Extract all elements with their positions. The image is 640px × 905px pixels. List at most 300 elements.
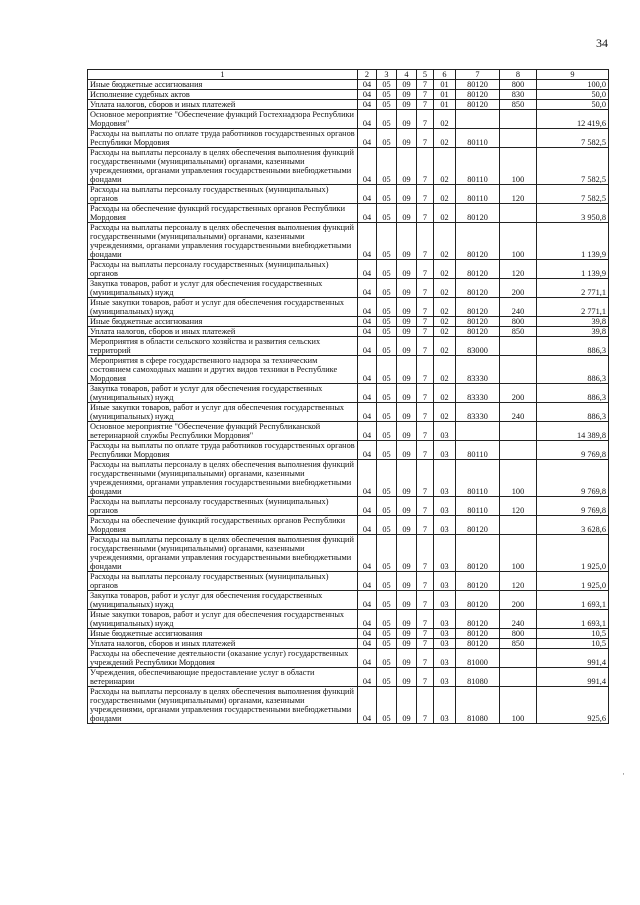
expense-name-cell: Расходы на выплаты по оплате труда работников государственных органов Республики Мордовия (88, 129, 358, 148)
code-cell: 03 (434, 572, 456, 591)
expense-name-cell: Иные закупки товаров, работ и услуг для обеспечения государственных (муниципальных) нужд (88, 298, 358, 317)
code-cell: 7 (417, 204, 434, 223)
code-cell: 04 (358, 80, 377, 90)
code-cell: 120 (500, 497, 537, 516)
code-cell: 05 (377, 668, 397, 687)
header-cell: 8 (500, 70, 537, 80)
code-cell: 04 (358, 649, 377, 668)
code-cell: 200 (500, 384, 537, 403)
amount-cell: 7 582,5 (537, 129, 609, 148)
code-cell: 09 (397, 687, 417, 724)
amount-cell: 14 389,8 (537, 422, 609, 441)
expense-name-cell: Расходы на выплаты персоналу в целях обеспечения выполнения функций государственными (муниципальными) органами, казенными учреждениями, органами управления государственными внебюджетными фондами (88, 223, 358, 260)
expense-name-cell: Расходы на выплаты персоналу в целях обеспечения выполнения функций государственными (муниципальными) органами, казенными учреждениями, органами управления государственными внебюджетными фондами (88, 535, 358, 572)
code-cell: 7 (417, 185, 434, 204)
code-cell: 05 (377, 298, 397, 317)
code-cell: 05 (377, 384, 397, 403)
expense-name-cell: Иные закупки товаров, работ и услуг для обеспечения государственных (муниципальных) нужд (88, 403, 358, 422)
code-cell: 100 (500, 687, 537, 724)
code-cell: 7 (417, 327, 434, 337)
code-cell: 09 (397, 649, 417, 668)
code-cell (500, 441, 537, 460)
code-cell: 09 (397, 129, 417, 148)
table-row (88, 384, 609, 403)
code-cell: 80110 (456, 441, 500, 460)
code-cell: 7 (417, 384, 434, 403)
table-row (88, 668, 609, 687)
code-cell: 05 (377, 185, 397, 204)
code-cell: 04 (358, 337, 377, 356)
table-row (88, 110, 609, 129)
code-cell: 100 (500, 535, 537, 572)
expense-name-cell: Иные бюджетные ассигнования (88, 317, 358, 327)
table-row (88, 260, 609, 279)
code-cell: 80120 (456, 535, 500, 572)
code-cell: 09 (397, 384, 417, 403)
expense-name-cell: Закупка товаров, работ и услуг для обеспечения государственных (муниципальных) нужд (88, 279, 358, 298)
table-row (88, 317, 609, 327)
code-cell: 05 (377, 204, 397, 223)
code-cell: 80120 (456, 100, 500, 110)
code-cell: 80120 (456, 298, 500, 317)
code-cell: 04 (358, 327, 377, 337)
code-cell: 09 (397, 327, 417, 337)
code-cell: 240 (500, 403, 537, 422)
column-number-header-row (88, 70, 609, 80)
header-cell: 4 (397, 70, 417, 80)
code-cell: 80110 (456, 148, 500, 185)
expense-name-cell: Расходы на выплаты персоналу в целях обеспечения выполнения функций государственными (муниципальными) органами, казенными учреждениями, органами управления государственными внебюджетными фондами (88, 460, 358, 497)
code-cell: 02 (434, 317, 456, 327)
code-cell: 7 (417, 629, 434, 639)
code-cell: 850 (500, 100, 537, 110)
code-cell: 09 (397, 337, 417, 356)
code-cell: 09 (397, 639, 417, 649)
code-cell (500, 356, 537, 384)
code-cell: 7 (417, 129, 434, 148)
code-cell: 04 (358, 572, 377, 591)
code-cell: 04 (358, 148, 377, 185)
code-cell: 03 (434, 687, 456, 724)
code-cell: 7 (417, 497, 434, 516)
code-cell: 04 (358, 204, 377, 223)
code-cell: 02 (434, 110, 456, 129)
expense-name-cell: Расходы на выплаты персоналу государственных (муниципальных) органов (88, 497, 358, 516)
code-cell: 02 (434, 356, 456, 384)
code-cell (500, 204, 537, 223)
amount-cell: 9 769,8 (537, 441, 609, 460)
expense-name-cell: Мероприятия в сфере государственного надзора за техническим состоянием самоходных машин и других видов техники в Республике Мордовия (88, 356, 358, 384)
amount-cell: 2 771,1 (537, 298, 609, 317)
code-cell: 80120 (456, 572, 500, 591)
table-row (88, 422, 609, 441)
code-cell: 04 (358, 639, 377, 649)
code-cell: 05 (377, 687, 397, 724)
code-cell (500, 422, 537, 441)
amount-cell: 9 769,8 (537, 460, 609, 497)
code-cell: 09 (397, 80, 417, 90)
code-cell: 04 (358, 90, 377, 100)
code-cell: 04 (358, 298, 377, 317)
table-row (88, 80, 609, 90)
amount-cell: 1 139,9 (537, 260, 609, 279)
code-cell: 09 (397, 610, 417, 629)
code-cell: 05 (377, 80, 397, 90)
code-cell: 01 (434, 80, 456, 90)
code-cell: 83330 (456, 356, 500, 384)
code-cell: 7 (417, 422, 434, 441)
table-row (88, 591, 609, 610)
code-cell (500, 668, 537, 687)
code-cell: 04 (358, 317, 377, 327)
code-cell: 09 (397, 356, 417, 384)
code-cell: 200 (500, 591, 537, 610)
code-cell: 80120 (456, 90, 500, 100)
code-cell: 80120 (456, 204, 500, 223)
table-row (88, 223, 609, 260)
code-cell: 7 (417, 90, 434, 100)
amount-cell: 3 950,8 (537, 204, 609, 223)
table-row (88, 610, 609, 629)
code-cell: 09 (397, 572, 417, 591)
code-cell: 05 (377, 327, 397, 337)
code-cell: 03 (434, 639, 456, 649)
amount-cell: 39,8 (537, 327, 609, 337)
code-cell: 05 (377, 535, 397, 572)
expense-name-cell: Расходы на обеспечение функций государственных органов Республики Мордовия (88, 516, 358, 535)
expense-name-cell: Закупка товаров, работ и услуг для обеспечения государственных (муниципальных) нужд (88, 591, 358, 610)
code-cell (456, 110, 500, 129)
code-cell: 05 (377, 100, 397, 110)
table-row (88, 337, 609, 356)
table-row (88, 441, 609, 460)
code-cell: 05 (377, 460, 397, 497)
code-cell: 7 (417, 591, 434, 610)
amount-cell: 50,0 (537, 90, 609, 100)
expense-name-cell: Расходы на обеспечение функций государственных органов Республики Мордовия (88, 204, 358, 223)
code-cell: 09 (397, 668, 417, 687)
expense-name-cell: Учреждения, обеспечивающие предоставление услуг в области ветеринарии (88, 668, 358, 687)
code-cell: 80110 (456, 460, 500, 497)
code-cell: 7 (417, 687, 434, 724)
table-row (88, 497, 609, 516)
table-row (88, 327, 609, 337)
header-cell: 6 (434, 70, 456, 80)
code-cell: 05 (377, 90, 397, 100)
code-cell: 7 (417, 80, 434, 90)
code-cell: 02 (434, 148, 456, 185)
code-cell: 7 (417, 100, 434, 110)
code-cell: 80120 (456, 223, 500, 260)
amount-cell: 7 582,5 (537, 148, 609, 185)
amount-cell: 10,5 (537, 639, 609, 649)
code-cell: 04 (358, 279, 377, 298)
table-row (88, 204, 609, 223)
code-cell: 05 (377, 403, 397, 422)
code-cell: 09 (397, 403, 417, 422)
amount-cell: 991,4 (537, 649, 609, 668)
expense-name-cell: Иные бюджетные ассигнования (88, 80, 358, 90)
expense-name-cell: Расходы на выплаты персоналу государственных (муниципальных) органов (88, 185, 358, 204)
code-cell: 80110 (456, 497, 500, 516)
code-cell: 02 (434, 327, 456, 337)
code-cell: 03 (434, 441, 456, 460)
table-row (88, 356, 609, 384)
table-row (88, 100, 609, 110)
code-cell: 09 (397, 460, 417, 497)
code-cell: 04 (358, 110, 377, 129)
code-cell: 800 (500, 317, 537, 327)
amount-cell: 886,3 (537, 403, 609, 422)
code-cell: 100 (500, 223, 537, 260)
code-cell: 03 (434, 460, 456, 497)
code-cell: 7 (417, 668, 434, 687)
code-cell: 83000 (456, 337, 500, 356)
code-cell: 80120 (456, 516, 500, 535)
code-cell: 03 (434, 629, 456, 639)
header-cell: 2 (358, 70, 377, 80)
code-cell: 04 (358, 535, 377, 572)
code-cell: 80120 (456, 610, 500, 629)
expense-name-cell: Расходы на выплаты персоналу государственных (муниципальных) органов (88, 260, 358, 279)
expense-name-cell: Уплата налогов, сборов и иных платежей (88, 639, 358, 649)
code-cell: 05 (377, 260, 397, 279)
code-cell: 02 (434, 260, 456, 279)
code-cell: 120 (500, 185, 537, 204)
header-cell: 3 (377, 70, 397, 80)
code-cell: 7 (417, 337, 434, 356)
code-cell: 100 (500, 148, 537, 185)
code-cell: 02 (434, 185, 456, 204)
code-cell: 04 (358, 668, 377, 687)
code-cell: 05 (377, 422, 397, 441)
code-cell: 09 (397, 279, 417, 298)
code-cell: 04 (358, 441, 377, 460)
code-cell: 120 (500, 260, 537, 279)
code-cell: 04 (358, 610, 377, 629)
code-cell: 04 (358, 223, 377, 260)
table-row (88, 279, 609, 298)
code-cell: 09 (397, 100, 417, 110)
code-cell: 04 (358, 497, 377, 516)
code-cell: 04 (358, 185, 377, 204)
expense-name-cell: Расходы на выплаты персоналу государственных (муниципальных) органов (88, 572, 358, 591)
expense-name-cell: Иные бюджетные ассигнования (88, 629, 358, 639)
code-cell: 05 (377, 356, 397, 384)
expense-name-cell: Уплата налогов, сборов и иных платежей (88, 100, 358, 110)
budget-table (87, 69, 609, 724)
code-cell: 09 (397, 223, 417, 260)
code-cell: 7 (417, 148, 434, 185)
expense-name-cell: Исполнение судебных актов (88, 90, 358, 100)
code-cell: 03 (434, 649, 456, 668)
scan-mark: · (622, 769, 625, 779)
code-cell: 01 (434, 100, 456, 110)
code-cell: 240 (500, 610, 537, 629)
code-cell: 03 (434, 668, 456, 687)
code-cell: 03 (434, 610, 456, 629)
amount-cell: 886,3 (537, 337, 609, 356)
code-cell: 7 (417, 610, 434, 629)
code-cell (500, 129, 537, 148)
amount-cell: 39,8 (537, 317, 609, 327)
amount-cell: 9 769,8 (537, 497, 609, 516)
amount-cell: 12 419,6 (537, 110, 609, 129)
code-cell: 05 (377, 337, 397, 356)
code-cell: 81000 (456, 649, 500, 668)
code-cell: 03 (434, 516, 456, 535)
expense-name-cell: Закупка товаров, работ и услуг для обеспечения государственных (муниципальных) нужд (88, 384, 358, 403)
header-cell: 1 (88, 70, 358, 80)
code-cell: 81080 (456, 687, 500, 724)
code-cell: 03 (434, 535, 456, 572)
code-cell: 09 (397, 204, 417, 223)
code-cell: 81080 (456, 668, 500, 687)
expense-name-cell: Расходы на выплаты персоналу в целях обеспечения выполнения функций государственными (муниципальными) органами, казенными учреждениями, органами управления государственными внебюджетными фондами (88, 687, 358, 724)
code-cell: 03 (434, 591, 456, 610)
code-cell: 7 (417, 356, 434, 384)
code-cell: 05 (377, 516, 397, 535)
expense-name-cell: Основное мероприятие "Обеспечение функций Гостехнадзора Республики Мордовия" (88, 110, 358, 129)
code-cell: 04 (358, 100, 377, 110)
code-cell: 04 (358, 629, 377, 639)
amount-cell: 10,5 (537, 629, 609, 639)
table-row (88, 185, 609, 204)
code-cell: 05 (377, 279, 397, 298)
code-cell: 05 (377, 639, 397, 649)
code-cell: 09 (397, 260, 417, 279)
code-cell: 7 (417, 639, 434, 649)
code-cell: 7 (417, 279, 434, 298)
amount-cell: 1 693,1 (537, 610, 609, 629)
code-cell: 7 (417, 223, 434, 260)
expense-name-cell: Расходы на обеспечение деятельности (оказание услуг) государственных учреждений Республики Мордовия (88, 649, 358, 668)
code-cell: 7 (417, 403, 434, 422)
code-cell: 05 (377, 148, 397, 185)
amount-cell: 925,6 (537, 687, 609, 724)
code-cell: 04 (358, 687, 377, 724)
code-cell: 02 (434, 279, 456, 298)
code-cell: 830 (500, 90, 537, 100)
code-cell: 09 (397, 516, 417, 535)
header-cell: 9 (537, 70, 609, 80)
code-cell: 01 (434, 90, 456, 100)
table-row (88, 629, 609, 639)
code-cell: 04 (358, 422, 377, 441)
code-cell: 05 (377, 441, 397, 460)
table-row (88, 516, 609, 535)
table-row (88, 403, 609, 422)
code-cell: 02 (434, 403, 456, 422)
table-row (88, 535, 609, 572)
code-cell (500, 337, 537, 356)
code-cell: 05 (377, 610, 397, 629)
code-cell: 09 (397, 317, 417, 327)
amount-cell: 991,4 (537, 668, 609, 687)
table-row (88, 460, 609, 497)
code-cell: 09 (397, 110, 417, 129)
code-cell: 80120 (456, 639, 500, 649)
code-cell: 09 (397, 629, 417, 639)
code-cell: 04 (358, 516, 377, 535)
code-cell: 05 (377, 497, 397, 516)
amount-cell: 886,3 (537, 356, 609, 384)
amount-cell: 50,0 (537, 100, 609, 110)
code-cell: 7 (417, 516, 434, 535)
code-cell: 09 (397, 591, 417, 610)
code-cell: 80120 (456, 317, 500, 327)
amount-cell: 3 628,6 (537, 516, 609, 535)
table-row (88, 129, 609, 148)
amount-cell: 7 582,5 (537, 185, 609, 204)
code-cell: 80120 (456, 80, 500, 90)
code-cell: 80120 (456, 260, 500, 279)
amount-cell: 1 693,1 (537, 591, 609, 610)
code-cell: 09 (397, 298, 417, 317)
header-cell: 5 (417, 70, 434, 80)
table-row (88, 298, 609, 317)
code-cell: 09 (397, 422, 417, 441)
code-cell: 7 (417, 298, 434, 317)
amount-cell: 1 139,9 (537, 223, 609, 260)
code-cell: 100 (500, 460, 537, 497)
table-row (88, 90, 609, 100)
code-cell: 7 (417, 460, 434, 497)
code-cell: 80120 (456, 591, 500, 610)
header-cell: 7 (456, 70, 500, 80)
table-row (88, 687, 609, 724)
code-cell: 80120 (456, 327, 500, 337)
code-cell: 83330 (456, 384, 500, 403)
code-cell: 80110 (456, 185, 500, 204)
code-cell: 02 (434, 384, 456, 403)
code-cell: 120 (500, 572, 537, 591)
code-cell: 7 (417, 260, 434, 279)
expense-name-cell: Расходы на выплаты персоналу в целях обеспечения выполнения функций государственными (муниципальными) органами, казенными учреждениями, органами управления государственными внебюджетными фондами (88, 148, 358, 185)
code-cell: 800 (500, 629, 537, 639)
code-cell: 05 (377, 223, 397, 260)
code-cell: 7 (417, 649, 434, 668)
code-cell: 02 (434, 223, 456, 260)
code-cell: 04 (358, 129, 377, 148)
code-cell: 09 (397, 497, 417, 516)
code-cell: 04 (358, 384, 377, 403)
code-cell: 09 (397, 90, 417, 100)
expense-name-cell: Иные закупки товаров, работ и услуг для обеспечения государственных (муниципальных) нужд (88, 610, 358, 629)
code-cell: 04 (358, 356, 377, 384)
code-cell: 7 (417, 441, 434, 460)
code-cell: 200 (500, 279, 537, 298)
code-cell: 7 (417, 535, 434, 572)
page-number: 34 (596, 36, 608, 50)
code-cell (500, 516, 537, 535)
code-cell: 03 (434, 422, 456, 441)
code-cell: 800 (500, 80, 537, 90)
code-cell: 7 (417, 572, 434, 591)
code-cell: 09 (397, 441, 417, 460)
code-cell: 04 (358, 403, 377, 422)
expense-name-cell: Уплата налогов, сборов и иных платежей (88, 327, 358, 337)
code-cell: 04 (358, 591, 377, 610)
code-cell: 850 (500, 327, 537, 337)
table-row (88, 639, 609, 649)
code-cell: 05 (377, 629, 397, 639)
amount-cell: 886,3 (537, 384, 609, 403)
code-cell: 80110 (456, 129, 500, 148)
code-cell: 04 (358, 460, 377, 497)
code-cell: 02 (434, 298, 456, 317)
code-cell: 7 (417, 317, 434, 327)
